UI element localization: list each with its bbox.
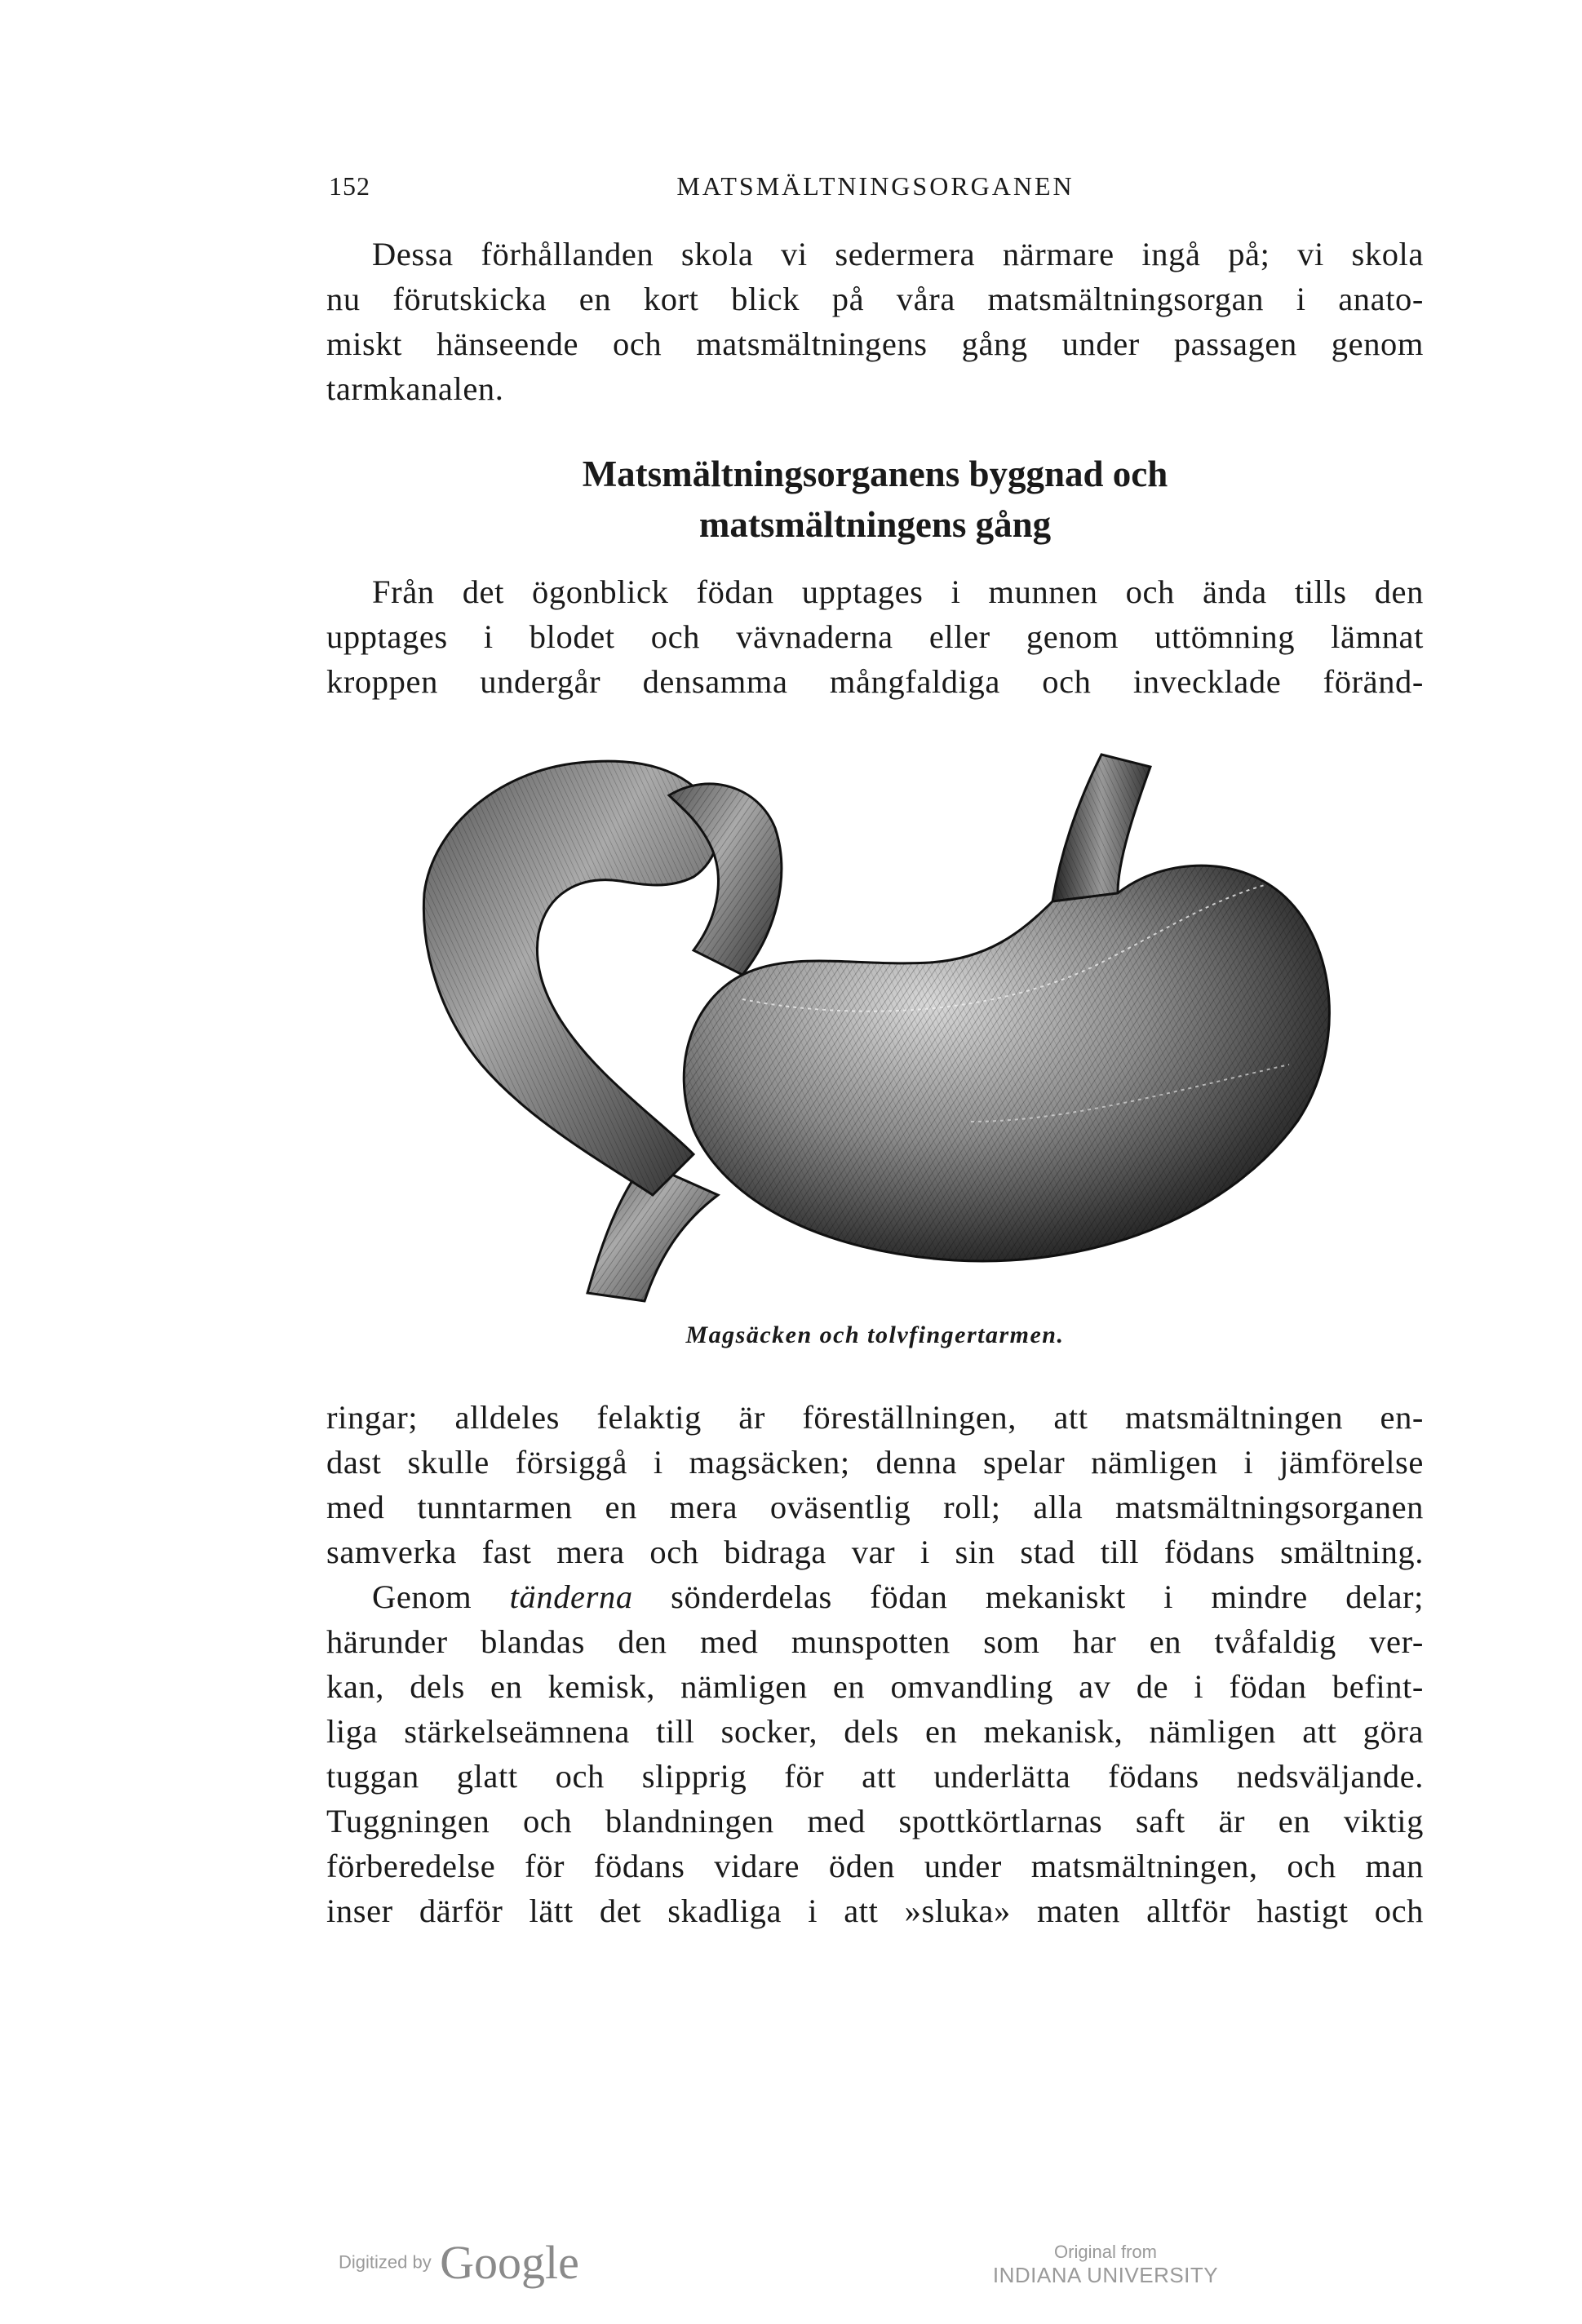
text-line: med tunntarmen en mera oväsentlig roll; alla matsmältningsorganen [326, 1489, 1424, 1525]
text-line: tarmkanalen. [326, 370, 504, 407]
institution-label: INDIANA UNIVERSITY [992, 2263, 1219, 2287]
running-title: MATSMÄLTNINGSORGANEN [676, 171, 1075, 201]
paragraph [326, 1395, 1424, 1933]
stomach-duodenum-illustration [400, 738, 1363, 1313]
text-line: härunder blandas den med munspotten som har en tvåfaldig ver- [326, 1623, 1424, 1660]
text-line: samverka fast mera och bidraga var i sin stad till födans smältning. [326, 1534, 1424, 1570]
text-line: Tuggningen och blandningen med spottkörtlarnas saft är en viktig [326, 1803, 1424, 1839]
text-line [326, 1574, 1424, 1619]
text-line: miskt hänseende och matsmältningens gång under passagen genom [326, 325, 1424, 362]
text-line: ringar; alldeles felaktig är föreställningen, att matsmältningen en- [326, 1399, 1424, 1436]
paragraph [326, 569, 1424, 704]
section-heading [326, 449, 1424, 550]
text-line: Från det ögonblick födan upptages i munnen och ända tills den [372, 573, 1424, 610]
text-run: Genom [372, 1578, 510, 1615]
text-line: förberedelse för födans vidare öden under matsmältningen, och man [326, 1848, 1424, 1884]
intro-paragraph [326, 232, 1424, 411]
stomach-illustration-icon [400, 738, 1363, 1313]
text-line: upptages i blodet och vävnaderna eller genom uttömning lämnat [326, 618, 1424, 655]
section-heading-line: matsmältningens gång [698, 504, 1052, 545]
text-line: Dessa förhållanden skola vi sedermera närmare ingå på; vi skola [372, 236, 1424, 272]
text-line: kan, dels en kemisk, nämligen en omvandling av de i födan befint- [326, 1668, 1424, 1705]
figure-caption: Magsäcken och tolvfingertarmen. [685, 1321, 1065, 1348]
text-line: liga stärkelseämnena till socker, dels en mekanisk, nämligen att göra [326, 1713, 1424, 1750]
text-line: nu förutskicka en kort blick på våra matsmältningsorgan i anato- [326, 281, 1424, 317]
digitized-watermark [339, 2235, 579, 2292]
text-line: kroppen undergår densamma mångfaldiga och invecklade föränd- [326, 663, 1424, 700]
section-heading-line: Matsmältningsorganens byggnad och [582, 454, 1168, 494]
running-head [329, 171, 1422, 212]
emphasized-word: tänderna [509, 1578, 633, 1615]
text-line: tuggan glatt och slipprig för att underlätta födans nedsväljande. [326, 1758, 1424, 1795]
text-line: dast skulle försiggå i magsäcken; denna spelar nämligen i jämförelse [326, 1444, 1424, 1481]
original-source [987, 2242, 1224, 2288]
digitized-by-label: Digitized by [339, 2251, 432, 2273]
text-run: sönderdelas födan mekaniskt i mindre delar; [632, 1578, 1424, 1615]
original-from-label: Original from [1054, 2242, 1157, 2262]
google-logo: Google [440, 2236, 579, 2289]
page-number: 152 [329, 171, 370, 201]
text-line: inser därför lätt det skadliga i att »sluka» maten alltför hastigt och [326, 1892, 1424, 1929]
